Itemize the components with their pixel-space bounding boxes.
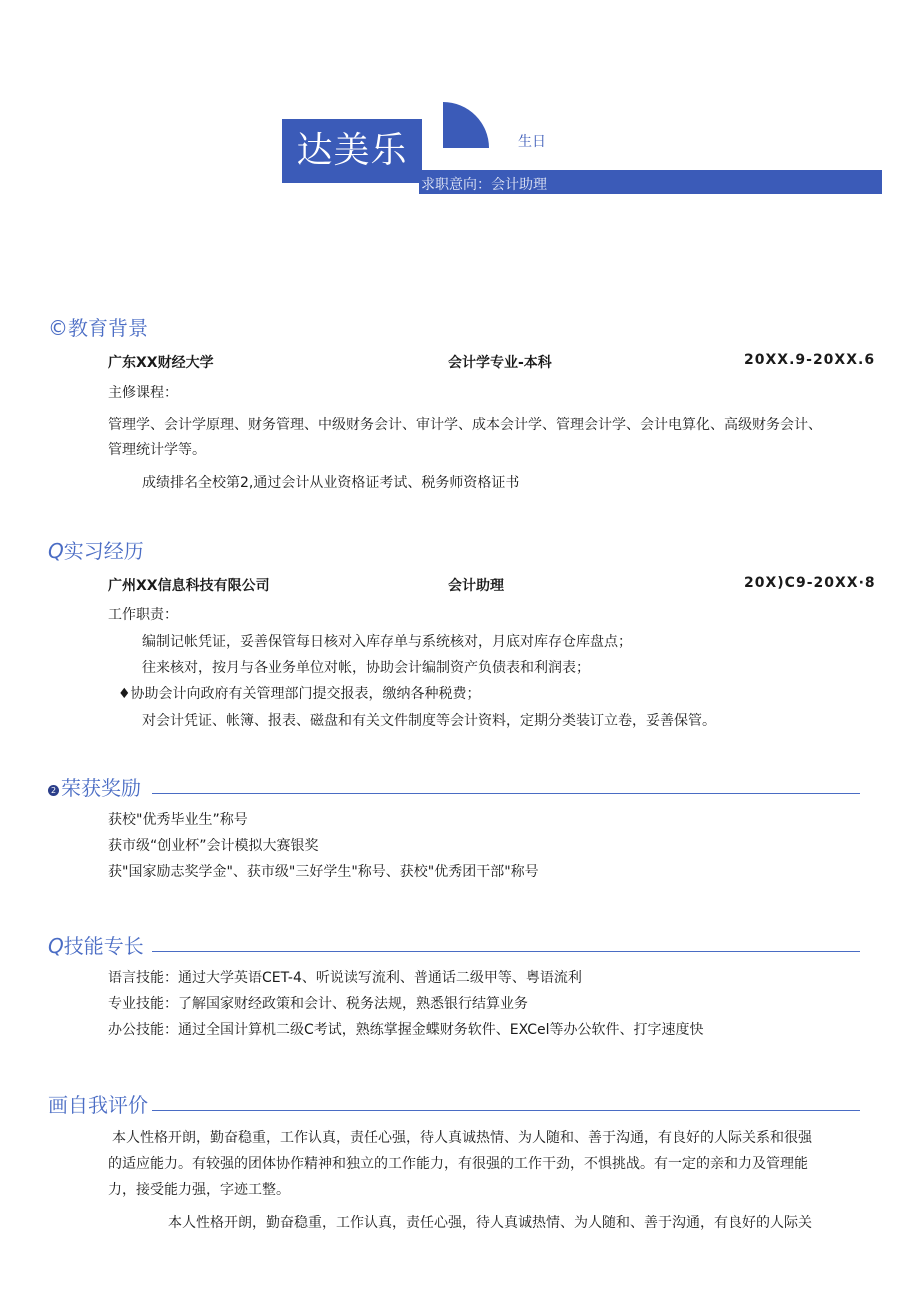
- internship-period: 20X)C9-20XX·8: [744, 575, 876, 591]
- section-divider: [152, 951, 860, 952]
- candidate-name: 达美乐: [282, 119, 422, 183]
- decorative-quarter-circle: [443, 102, 489, 148]
- education-period: 20XX.9-20XX.6: [744, 352, 876, 368]
- duty-item: ♦协助会计向政府有关管理部门提交报表，缴纳各种税费；: [118, 686, 481, 702]
- copyright-icon: ©: [48, 316, 68, 340]
- self-eval-line: 力，接受能力强，字迹工整。: [108, 1182, 290, 1198]
- courses-line-2: 管理统计学等。: [108, 442, 206, 458]
- duty-item: 往来核对，按月与各业务单位对帐，协助会计编制资产负债表和利润表；: [142, 660, 590, 676]
- number-badge-icon: 2: [48, 785, 59, 796]
- section-divider: [152, 1110, 860, 1111]
- q-icon: Q: [48, 539, 64, 563]
- courses-line-1: 管理学、会计学原理、财务管理、中级财务会计、审计学、成本会计学、管理会计学、会计电算化、高级财务会计、: [108, 417, 822, 433]
- duty-item: 对会计凭证、帐簿、报表、磁盘和有关文件制度等会计资料，定期分类装订立卷，妥善保管。: [142, 713, 716, 729]
- section-title-education: ©教育背景: [48, 316, 148, 340]
- self-eval-line: 本人性格开朗，勤奋稳重，工作认真，责任心强，待人真诚热情、为人随和、善于沟通，有良好的人际关: [168, 1215, 812, 1231]
- q-icon: Q: [48, 934, 64, 958]
- education-school: 广东XX财经大学: [108, 355, 214, 371]
- duty-item: 编制记帐凭证，妥善保管每日核对入库存单与系统核对，月底对库存仓库盘点；: [142, 634, 632, 650]
- award-item: 获校"优秀毕业生”称号: [108, 812, 248, 828]
- skill-item: 语言技能：通过大学英语CET-4、听说读写流利、普通话二级甲等、粤语流利: [108, 970, 582, 986]
- section-title-awards: 2 荣获奖励: [48, 772, 141, 801]
- courses-label: 主修课程：: [108, 385, 178, 401]
- skill-item: 办公技能：通过全国计算机二级C考试，熟练掌握金蝶财务软件、EXCel等办公软件、打字速度快: [108, 1022, 704, 1038]
- education-major: 会计学专业-本科: [448, 355, 552, 371]
- paint-icon: 画: [48, 1093, 68, 1117]
- award-item: 获"国家励志奖学金"、获市级"三好学生"称号、获校"优秀团干部"称号: [108, 864, 539, 880]
- section-title-skills: Q技能专长: [48, 934, 144, 958]
- job-intent: 求职意向：会计助理: [421, 177, 547, 193]
- internship-company: 广州XX信息科技有限公司: [108, 578, 270, 594]
- section-title-internship: Q实习经历: [48, 539, 144, 563]
- section-divider: [152, 793, 860, 794]
- education-achievement: 成绩排名全校第2,通过会计从业资格证考试、税务师资格证书: [142, 475, 520, 491]
- self-eval-line: 的适应能力。有较强的团体协作精神和独立的工作能力，有很强的工作干劲，不惧挑战。有一定的亲和力及管理能: [108, 1156, 808, 1172]
- skill-item: 专业技能：了解国家财经政策和会计、税务法规，熟悉银行结算业务: [108, 996, 528, 1012]
- award-item: 获市级“创业杯”会计模拟大赛银奖: [108, 838, 319, 854]
- internship-position: 会计助理: [448, 578, 504, 594]
- section-title-self-eval: 画自我评价: [48, 1093, 148, 1117]
- duties-label: 工作职责：: [108, 607, 178, 623]
- self-eval-line: 本人性格开朗，勤奋稳重，工作认真，责任心强，待人真诚热情、为人随和、善于沟通，有良好的人际关系和很强: [112, 1130, 812, 1146]
- birth-label: 生日: [518, 134, 546, 150]
